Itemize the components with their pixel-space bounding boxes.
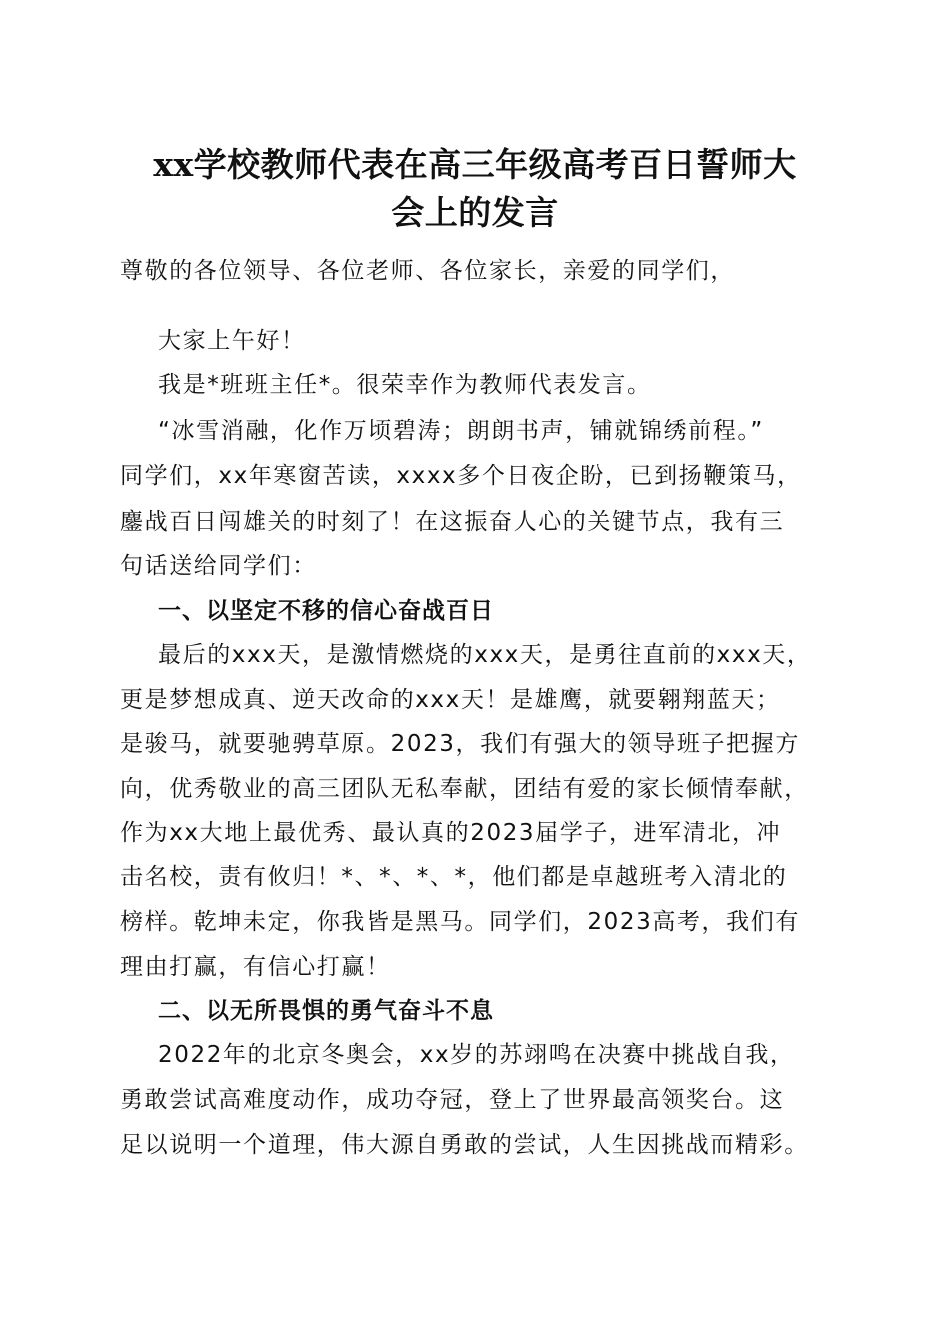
body-line: 2022年的北京冬奥会，xx岁的苏翊鸣在决赛中挑战自我， (158, 1042, 795, 1068)
body-line: 向，优秀敬业的高三团队无私奉献，团结有爱的家长倾情奉献， (120, 776, 809, 802)
body-line: 我是*班班主任*。很荣幸作为教师代表发言。 (158, 372, 652, 398)
body-line: 是骏马，就要驰骋草原。2023，我们有强大的领导班子把握方 (120, 731, 800, 757)
body-line: 句话送给同学们： (120, 553, 317, 579)
section-heading-2: 二、以无所畏惧的勇气奋斗不息 (158, 998, 494, 1024)
body-line: 同学们，xx年寒窗苦读，xxxx多个日夜企盼，已到扬鞭策马， (120, 463, 802, 489)
section-heading-1: 一、以坚定不移的信心奋战百日 (158, 598, 494, 624)
body-line: 鏖战百日闯雄关的时刻了！在这振奋人心的关键节点，我有三 (120, 509, 785, 535)
body-line: 榜样。乾坤未定，你我皆是黑马。同学们，2023高考，我们有 (120, 909, 800, 935)
body-line: 作为xx大地上最优秀、最认真的2023届学子，进军清北，冲 (120, 820, 782, 846)
greeting: 大家上午好！ (158, 328, 306, 354)
document-title-line-2: 会上的发言 (391, 193, 559, 232)
body-line: 足以说明一个道理，伟大源自勇敢的尝试，人生因挑战而精彩。 (120, 1132, 809, 1158)
body-line: 更是梦想成真、逆天改命的xxx天！是雄鹰，就要翱翔蓝天； (120, 687, 781, 713)
document-title-line-1: xx学校教师代表在高三年级高考百日誓师大 (153, 145, 797, 184)
salutation: 尊敬的各位领导、各位老师、各位家长，亲爱的同学们， (120, 258, 735, 284)
body-line: 勇敢尝试高难度动作，成功夺冠，登上了世界最高领奖台。这 (120, 1087, 785, 1113)
body-line: 击名校，责有攸归！*、*、*、*，他们都是卓越班考入清北的 (120, 864, 788, 890)
body-line: “冰雪消融，化作万顷碧涛；朗朗书声，铺就锦绣前程。” (158, 418, 764, 444)
body-line: 理由打赢，有信心打赢！ (120, 954, 391, 980)
body-line: 最后的xxx天，是激情燃烧的xxx天，是勇往直前的xxx天， (158, 642, 812, 668)
